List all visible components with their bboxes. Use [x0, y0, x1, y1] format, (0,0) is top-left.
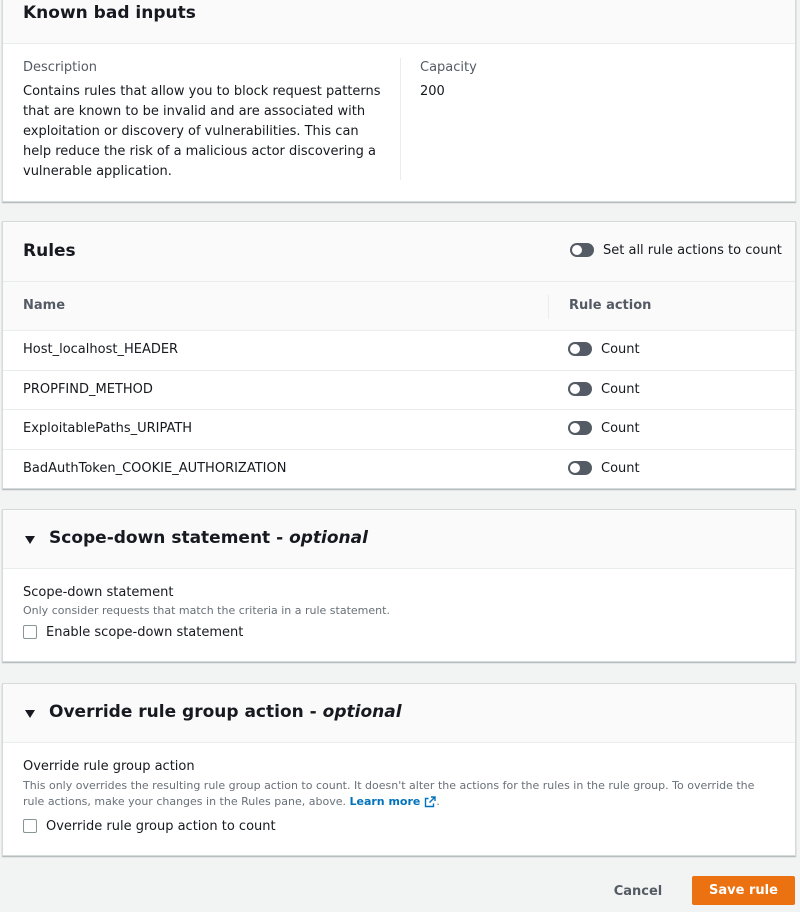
rules-table-header: [3, 282, 795, 331]
set-all-toggle[interactable]: [570, 243, 594, 257]
rule-action-label: Count: [601, 461, 640, 476]
set-all-label: Set all rule actions to count: [603, 243, 782, 258]
rule-count-toggle[interactable]: [568, 461, 592, 475]
rule-action-count[interactable]: [568, 421, 640, 436]
override-card: [2, 683, 796, 856]
save-rule-button[interactable]: Save rule: [692, 876, 795, 905]
rule-count-toggle[interactable]: [568, 421, 592, 435]
override-checkbox-group[interactable]: [23, 819, 276, 834]
override-checkbox[interactable]: [23, 819, 37, 833]
scope-down-field-desc: Only consider requests that match the criteria in a rule statement.: [23, 604, 390, 617]
override-title[interactable]: Override rule group action - optional: [49, 702, 402, 722]
rule-count-toggle[interactable]: [568, 382, 592, 396]
scope-down-checkbox[interactable]: [23, 625, 37, 639]
scope-down-checkbox-label: Enable scope-down statement: [46, 625, 244, 640]
scope-down-header[interactable]: [3, 510, 795, 569]
description-label: Description: [23, 60, 98, 75]
override-field-label: Override rule group action: [23, 759, 195, 774]
col-name-header: Name: [23, 298, 66, 313]
rule-name: Host_localhost_HEADER: [23, 342, 179, 357]
rule-name: BadAuthToken_COOKIE_AUTHORIZATION: [23, 461, 287, 476]
override-checkbox-label: Override rule group action to count: [46, 819, 276, 834]
scope-down-checkbox-group[interactable]: [23, 625, 243, 640]
description-text: Contains rules that allow you to block request patterns that are known to be invalid and are associated with exploitation or discovery of vulnerabilities. This can help reduce the risk of a malicious actor discovering a vulnerable application.: [23, 84, 381, 179]
scope-down-field-label: Scope-down statement: [23, 585, 174, 600]
rules-header: [3, 222, 795, 282]
table-row: [3, 409, 795, 449]
rule-action-label: Count: [601, 342, 640, 357]
rule-action-label: Count: [601, 382, 640, 397]
rules-title: Rules: [23, 241, 76, 261]
column-divider: [400, 58, 401, 180]
table-row: [3, 330, 795, 370]
set-all-toggle-group[interactable]: [570, 243, 782, 258]
caret-down-icon[interactable]: [25, 536, 35, 544]
rules-card: [2, 221, 796, 489]
col-divider: [548, 295, 549, 319]
override-field-desc: This only overrides the resulting rule group action to count. It doesn't alter the actions for the rules in the rule group. To override the rule actions, make your changes in the Rules pane, above. Learn more .: [23, 779, 755, 808]
learn-more-link[interactable]: Learn more: [349, 795, 436, 808]
table-row: [3, 449, 795, 489]
rule-action-label: Count: [601, 421, 640, 436]
rule-action-count[interactable]: [568, 342, 640, 357]
rule-group-header: [3, 0, 795, 44]
table-row: [3, 370, 795, 410]
rule-group-title: Known bad inputs: [23, 3, 196, 23]
rule-action-count[interactable]: [568, 461, 640, 476]
rule-name: ExploitablePaths_URIPATH: [23, 421, 193, 436]
rule-count-toggle[interactable]: [568, 342, 592, 356]
capacity-label: Capacity: [420, 60, 477, 75]
capacity-value: 200: [420, 84, 445, 99]
override-header[interactable]: [3, 684, 795, 743]
external-link-icon: [424, 796, 436, 808]
rule-name: PROPFIND_METHOD: [23, 382, 153, 397]
scope-down-card: [2, 509, 796, 662]
rule-action-count[interactable]: [568, 382, 640, 397]
col-action-header: Rule action: [569, 298, 652, 313]
rule-group-details-card: [2, 0, 796, 202]
caret-down-icon[interactable]: [25, 710, 35, 718]
scope-down-title[interactable]: Scope-down statement - optional: [49, 528, 368, 548]
cancel-button[interactable]: Cancel: [613, 883, 663, 899]
